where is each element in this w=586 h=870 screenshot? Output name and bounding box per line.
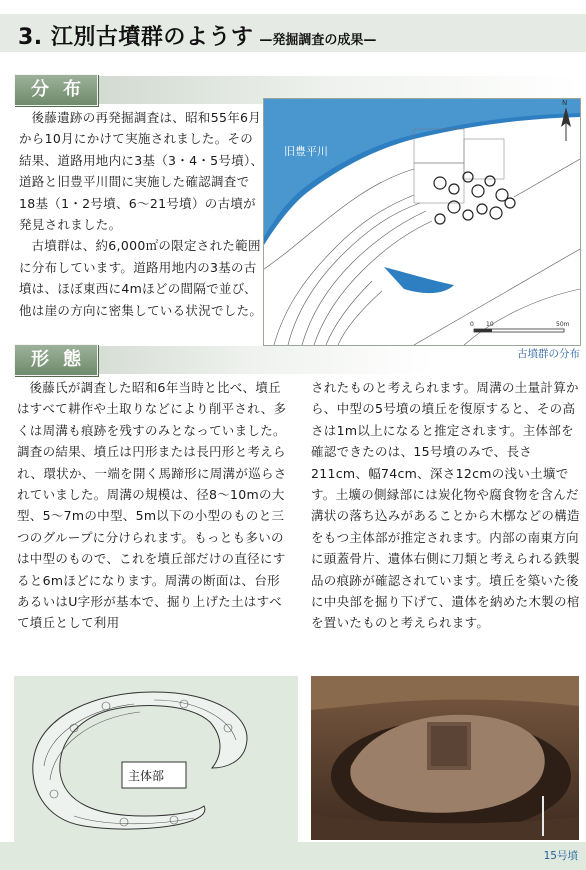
photo-caption: 15号墳 [543,850,578,862]
section-tab-distribution: 分布 [14,74,98,106]
plan-label: 主体部 [128,769,165,783]
paragraph: 後藤氏が調査した昭和6年当時と比べ、墳丘はすべて耕作や土取りなどにより削平され、多くは周溝も痕跡を残すのみとなっていました。調査の結果、墳丘は円形または長円形と考えられ、環状か、一端を開く馬蹄形に周溝が巡らされていました。周溝の規模は、径8〜10mの大型、5〜7mの中型、5m以下の小型のものと三つのグループに分けられます。もっとも多いのは中型のもので、これを墳丘部だけの直径にすると6mほどになります。周溝の断面は、台形あるいはU字形が基本で、掘り上げた土はすべて墳丘として利用 [17,380,287,631]
survey-grid [414,129,504,203]
distribution-map [263,98,581,346]
section2-text-col2 [311,377,581,634]
plan-drawing [14,676,298,844]
footer-bar [0,842,586,870]
scale-label: 0 [470,321,474,328]
ditch-outline [33,692,247,829]
page-subtitle: —発掘調査の成果— [259,33,377,48]
map-caption: 古墳群の分布 [517,348,580,360]
scale-label: 50m [556,321,570,328]
section-tab-form: 形態 [14,344,98,376]
north-label: N [562,99,568,107]
page-title [18,20,376,51]
paragraph: されたものと考えられます。周溝の土量計算から、中型の5号墳の墳丘を復原すると、その高さは1m以上になると推定されます。主体部を確認できたのは、15号墳のみで、長さ211cm、幅74cm、深さ12cmの浅い土壙です。土壙の側縁部には炭化物や腐食物を含んだ溝状の落ち込みがあることから木槨などの構造をもつ主体部が推定されます。内部の南東方向に頭蓋骨片、遺体右側に刀類と考えられる鉄製品の痕跡が確認されています。墳丘を築いた後に中央部を掘り下げて、遺体を納めた木製の棺を置いたものと考えられます。 [311,380,580,631]
paragraph: 後藤遺跡の再発掘調査は、昭和55年6月から10月にかけて実施されました。その結果、道路用地内に3基（3・4・5号墳）、道路と旧豊平川間に実施した確認調査で18基（1・2号墳、6〜21号墳）の古墳が発見されました。 [19,110,264,233]
section1-text [19,107,265,321]
scale-bar [470,321,570,332]
title-text: 3. 江別古墳群のようす [18,25,254,50]
mound-markers [434,172,515,224]
river-shape [264,99,580,237]
excavation-photo [311,676,579,840]
map-drawing [264,99,580,345]
pond-shape [384,267,454,293]
scale-label: 10 [486,321,494,328]
mound-plan-figure [14,676,298,844]
paragraph: 古墳群は、約6,000㎡の限定された範囲に分布しています。道路用地内の3基の古墳は、ほぼ東西に4mほどの間隔で並び、他は崖の方向に密集している状況でした。 [19,238,263,318]
photo-drawing [311,676,579,840]
river-label: 旧豊平川 [284,145,328,158]
section2-text-col1 [17,377,291,634]
